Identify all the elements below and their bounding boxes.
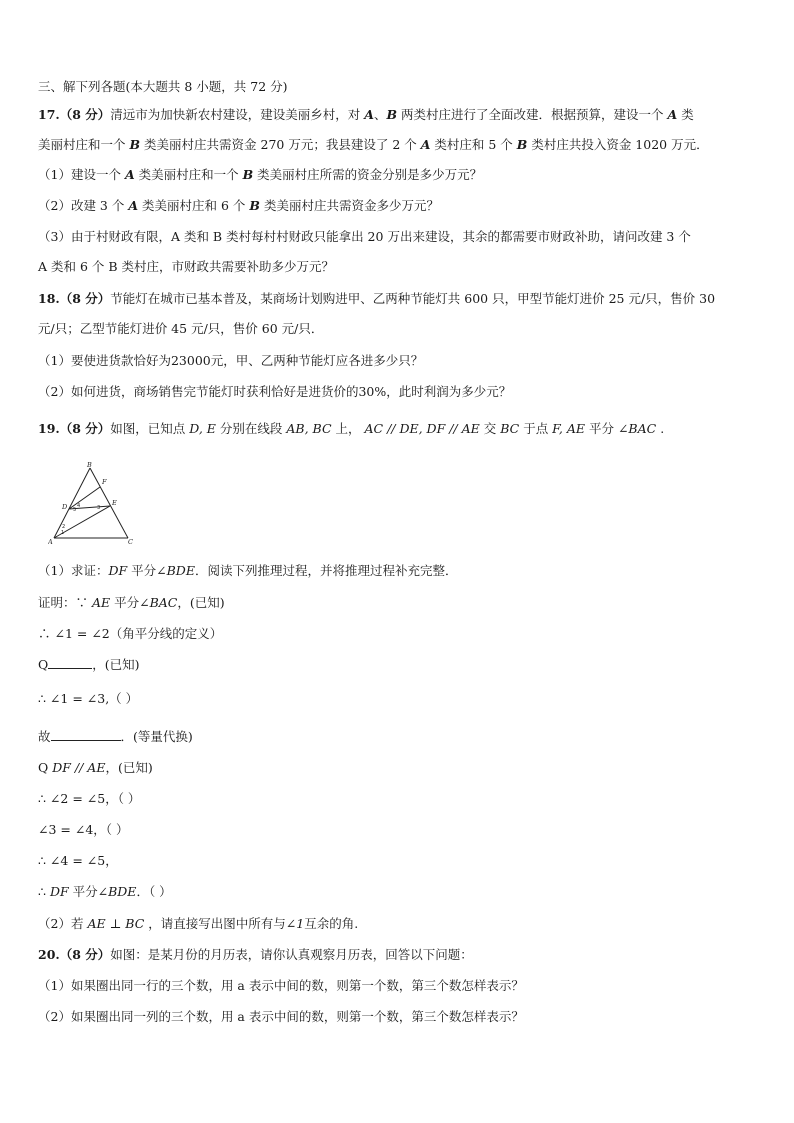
- angle-label-2: 2: [62, 524, 66, 530]
- math-B: B: [129, 137, 141, 152]
- proof-line-5: [38, 728, 193, 746]
- math: BC: [500, 421, 520, 436]
- text: 节能灯在城市已基本普及，某商场计划购进甲、乙两种节能灯共 600 只，甲型节能灯进价 25 元/只，售价 30: [110, 291, 716, 306]
- text: 互余的角.: [304, 916, 359, 931]
- label-D: D: [62, 503, 68, 511]
- text: Q: [38, 657, 49, 672]
- angle-label-1: 1: [61, 530, 65, 536]
- text: ，请直接写出图中所有与: [144, 916, 286, 931]
- math: DF // AE: [52, 760, 106, 775]
- segment-DF: [69, 487, 100, 509]
- answer-blank-2[interactable]: [51, 728, 121, 741]
- math: DF: [49, 884, 69, 899]
- angle-label-4: 4: [77, 503, 81, 509]
- text: 平分: [110, 595, 140, 610]
- text: ，(已知): [177, 595, 225, 610]
- text: ∴: [38, 884, 50, 899]
- label-B: B: [87, 462, 92, 469]
- math-A: A: [667, 107, 678, 122]
- proof-line-6: [38, 759, 153, 777]
- text: 类美丽村庄共需资金多少万元？: [259, 198, 439, 213]
- text: 于点: [519, 421, 553, 436]
- text: （1）求证：: [38, 563, 109, 578]
- text: .: [656, 421, 665, 436]
- text: （2）若: [38, 916, 88, 931]
- text: 故: [38, 729, 51, 744]
- section-header: [38, 78, 288, 96]
- q17-line-1: [38, 106, 694, 124]
- text: （2）如果圈出同一列的三个数，用 a 表示中间的数，则第一个数，第三个数怎样表示？: [38, 1009, 524, 1024]
- question-number: 20.（8 分）: [38, 947, 111, 962]
- proof-line-2: [38, 625, 222, 643]
- text: 类美丽村庄所需的资金分别是多少万元？: [253, 167, 483, 182]
- math-A: A: [128, 198, 139, 213]
- text: 平分: [585, 421, 618, 436]
- q17-sub-2: [38, 197, 439, 215]
- math: ∴ ∠1 = ∠3,（ ）: [38, 691, 139, 706]
- math: ∠BAC: [139, 595, 178, 610]
- math: F, AE: [552, 421, 585, 436]
- text: 类美丽村庄共需资金 270 万元；我县建设了 2 个: [140, 137, 421, 152]
- q18-line-2: [38, 320, 323, 338]
- angle-label-3: 3: [97, 505, 101, 511]
- text: 清远市为加快新农村建设，建设美丽乡村，对: [110, 107, 365, 122]
- proof-line-8: [38, 821, 129, 839]
- label-C: C: [128, 538, 133, 544]
- text: 交: [479, 421, 501, 436]
- math: AE: [91, 595, 111, 610]
- text: 证明：∵: [38, 595, 92, 610]
- q17-sub-3-cont: [38, 258, 334, 276]
- text: ，(已知): [105, 760, 153, 775]
- math: ∠BDE: [97, 884, 137, 899]
- math: AB, BC: [286, 421, 332, 436]
- math: AE ⊥ BC: [87, 916, 145, 931]
- text: 平分: [68, 884, 98, 899]
- text: ．(等量代换): [120, 729, 193, 744]
- text: 如图：是某月份的月历表，请你认真观察月历表，回答以下问题：: [110, 947, 473, 962]
- text: （1）如果圈出同一行的三个数，用 a 表示中间的数，则第一个数，第三个数怎样表示？: [38, 978, 524, 993]
- math: ∠1: [285, 916, 305, 931]
- q17-line-2: [38, 136, 709, 154]
- math-A: A: [124, 167, 135, 182]
- text: 元，甲、乙两种节能灯应各进多少只？: [210, 353, 424, 368]
- math-A: A: [364, 107, 374, 122]
- label-F: F: [102, 478, 107, 486]
- math-B: B: [242, 167, 254, 182]
- text: 类村庄共投入资金 1020 万元．: [527, 137, 709, 152]
- text: （1）建设一个: [38, 167, 125, 182]
- text: （1）要使进货款恰好为: [38, 353, 171, 368]
- question-number: 17.（8 分）: [38, 107, 111, 122]
- text: 元/只；乙型节能灯进价 45 元/只，售价 60 元/只．: [38, 321, 324, 336]
- question-number: 19.（8 分）: [38, 421, 111, 436]
- math-value: 30%: [358, 384, 387, 399]
- math: D, E: [189, 421, 216, 436]
- proof-line-1: [38, 594, 225, 612]
- q17-sub-1: [38, 166, 482, 184]
- proof-line-4: [38, 690, 138, 708]
- text: 、: [373, 107, 387, 122]
- math-A: A: [420, 137, 431, 152]
- segment-BC: [90, 468, 128, 538]
- q18-line-1: [38, 290, 715, 308]
- text: （2）改建 3 个: [38, 198, 129, 213]
- text: ．（ ）: [136, 884, 172, 899]
- text: A 类和 6 个 B 类村庄，市财政共需要补助多少万元？: [38, 259, 335, 274]
- math-value: 23000: [170, 353, 211, 368]
- math-B: B: [386, 107, 398, 122]
- text: ，此时利润为多少元？: [386, 384, 512, 399]
- text: 类美丽村庄和一个: [134, 167, 243, 182]
- text: 美丽村庄和一个: [38, 137, 130, 152]
- proof-line-10: [38, 883, 172, 901]
- q17-sub-3: [38, 228, 691, 246]
- text: 类村庄和 5 个: [430, 137, 517, 152]
- text: ．阅读下列推理过程，并将推理过程补充完整．: [194, 563, 458, 578]
- section-header-text: 三、解下列各题(本大题共 8 小题，共 72 分): [38, 79, 288, 94]
- proof-line-9: [38, 852, 118, 870]
- math: ∴ ∠4 = ∠5，: [38, 853, 118, 868]
- text: 类: [677, 107, 694, 122]
- text: （2）如何进货，商场销售完节能灯时获利恰好是进货价的: [38, 384, 359, 399]
- label-A: A: [48, 538, 53, 544]
- math: ∠3 = ∠4，（ ）: [38, 822, 129, 837]
- q18-sub-1: [38, 352, 423, 370]
- text: ，(已知): [92, 657, 140, 672]
- text: Q: [38, 760, 53, 775]
- math: ∠BAC: [617, 421, 657, 436]
- q20-sub-1: [38, 977, 524, 995]
- label-E: E: [112, 499, 117, 507]
- triangle-figure: [48, 462, 136, 544]
- proof-line-7: [38, 790, 140, 808]
- math: ∠BDE: [156, 563, 195, 578]
- q20-line-1: [38, 946, 473, 964]
- text: 上，: [331, 421, 365, 436]
- text: （角平分线的定义）: [109, 626, 223, 641]
- proof-line-3: [38, 656, 140, 674]
- text: （3）由于村财政有限，A 类和 B 类村每村村财政只能拿出 20 万出来建设，其余的都需要市财政补助，请问改建 3 个: [38, 229, 691, 244]
- q19-line-1: [38, 420, 664, 438]
- text: 两类村庄进行了全面改建．根据预算，建设一个: [397, 107, 668, 122]
- text: 类美丽村庄和 6 个: [138, 198, 250, 213]
- math: DF: [108, 563, 128, 578]
- math: ∴ ∠2 = ∠5，（ ）: [38, 791, 141, 806]
- math-B: B: [249, 198, 260, 213]
- q18-sub-2: [38, 383, 511, 401]
- question-number: 18.（8 分）: [38, 291, 111, 306]
- math: AC // DE, DF // AE: [364, 421, 480, 436]
- text: 平分: [127, 563, 157, 578]
- text: 如图，已知点: [110, 421, 190, 436]
- math-B: B: [516, 137, 528, 152]
- text: 分别在线段: [215, 421, 287, 436]
- answer-blank-1[interactable]: [48, 656, 92, 669]
- math: ∴ ∠1 = ∠2: [38, 626, 110, 641]
- angle-label-5: 5: [73, 507, 77, 513]
- q19-part-2: [38, 915, 358, 933]
- q20-sub-2: [38, 1008, 524, 1026]
- q19-part-1: [38, 562, 457, 580]
